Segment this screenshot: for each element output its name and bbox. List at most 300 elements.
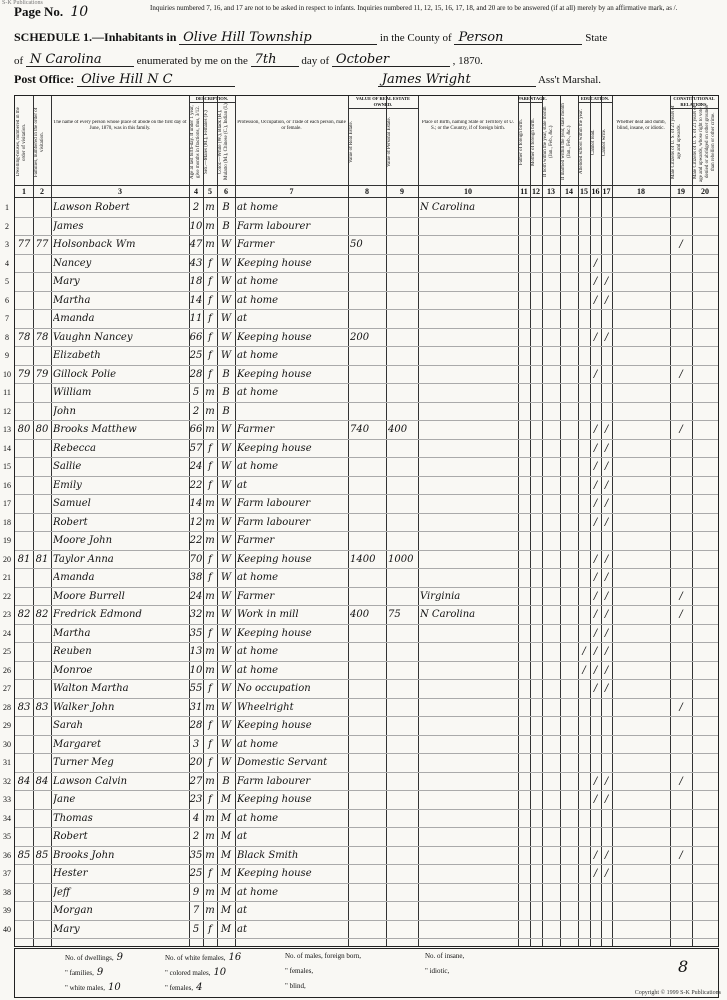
cell-name: Fredrick Edmond bbox=[53, 609, 142, 620]
cell-c16: / bbox=[593, 664, 598, 676]
cell-c19 bbox=[670, 514, 692, 531]
cell-birth bbox=[420, 440, 518, 457]
cell-c17 bbox=[601, 347, 612, 364]
cell-c15: / bbox=[582, 646, 586, 657]
cell-re bbox=[350, 569, 386, 586]
cell-f bbox=[33, 921, 51, 938]
cell-f: 80 bbox=[35, 424, 49, 435]
cell-color: W bbox=[220, 701, 232, 713]
cell-age: 28 bbox=[189, 720, 203, 731]
cell-color: W bbox=[220, 590, 232, 602]
cell-f bbox=[33, 902, 51, 919]
cell-re bbox=[350, 717, 386, 734]
cell-c17 bbox=[601, 754, 612, 771]
cell-f bbox=[33, 532, 51, 549]
table-row bbox=[3, 624, 718, 644]
cell-color: M bbox=[220, 794, 232, 805]
cell-n: 3 bbox=[5, 240, 9, 249]
column-number: 16 bbox=[591, 187, 600, 196]
group-header-constitutional: CONSTITUTIONAL RELATIONS. bbox=[670, 96, 718, 109]
state-field: N Carolina bbox=[26, 52, 134, 67]
cell-c16: / bbox=[593, 294, 598, 306]
cell-c16: / bbox=[593, 479, 598, 491]
cell-re bbox=[350, 680, 386, 697]
cell-color: B bbox=[222, 220, 230, 232]
summary-footer bbox=[14, 948, 719, 998]
column-header-c10: Place of Birth, naming State or Territory of U. S.; or the Country, if of foreign birth. bbox=[421, 120, 515, 131]
column-header-c18: Whether deaf and dumb, blind, insane, or idiotic. bbox=[616, 120, 666, 131]
cell-re bbox=[350, 199, 386, 216]
cell-c19 bbox=[670, 347, 692, 364]
cell-occ: Farmer bbox=[237, 535, 275, 546]
column-header-c3: The name of every person whose place of abode on the first day of June, 1870, was in this family. bbox=[53, 120, 187, 131]
cell-occ: Farm labourer bbox=[237, 498, 311, 509]
cell-age: 35 bbox=[189, 627, 203, 639]
colored-males-count: " colored males, 10 bbox=[165, 967, 227, 978]
cell-c19: / bbox=[679, 701, 683, 713]
cell-c19 bbox=[670, 736, 692, 753]
cell-name: Rebecca bbox=[53, 442, 96, 454]
cell-c17: / bbox=[604, 794, 609, 805]
cell-age: 10 bbox=[189, 664, 203, 676]
cell-n: 13 bbox=[3, 425, 11, 434]
cell-f: 84 bbox=[35, 775, 49, 787]
cell-c19 bbox=[670, 403, 692, 420]
cell-color: W bbox=[220, 257, 232, 269]
table-row bbox=[3, 568, 718, 588]
cell-n: 5 bbox=[5, 277, 9, 286]
cell-n: 20 bbox=[3, 554, 11, 564]
cell-occ: at home bbox=[237, 812, 279, 824]
cell-color: W bbox=[220, 664, 232, 676]
cell-birth bbox=[420, 532, 518, 549]
table-row bbox=[3, 901, 718, 921]
cell-c17 bbox=[601, 736, 612, 753]
cell-birth bbox=[420, 625, 518, 642]
cell-d bbox=[15, 255, 33, 272]
column-header-c1: Dwelling-houses, numbered in the order of visitation. bbox=[16, 107, 27, 177]
cell-pe bbox=[388, 310, 418, 327]
table-row bbox=[3, 753, 718, 773]
cell-re bbox=[350, 791, 386, 808]
cell-c15 bbox=[578, 514, 590, 531]
cell-pe bbox=[388, 662, 418, 679]
cell-sex: m bbox=[205, 849, 215, 861]
cell-birth bbox=[420, 569, 518, 586]
cell-sex: f bbox=[208, 461, 212, 472]
cell-c19 bbox=[670, 384, 692, 401]
cell-c16 bbox=[590, 218, 601, 235]
of-label: of bbox=[14, 55, 24, 67]
cell-f: 79 bbox=[35, 368, 49, 380]
cell-re bbox=[350, 440, 386, 457]
cell-birth bbox=[420, 662, 518, 679]
cell-sex: f bbox=[208, 572, 212, 583]
cell-c19 bbox=[670, 551, 692, 568]
cell-age: 3 bbox=[192, 738, 200, 750]
cell-color: W bbox=[220, 757, 232, 768]
cell-re bbox=[350, 255, 386, 272]
cell-d bbox=[15, 902, 33, 919]
cell-re bbox=[350, 699, 386, 716]
archive-stamp: S-K Publications bbox=[2, 0, 43, 6]
cell-c16: / bbox=[593, 368, 598, 380]
cell-age: 32 bbox=[189, 609, 203, 620]
cell-c15 bbox=[578, 366, 590, 383]
cell-d bbox=[15, 495, 33, 512]
cell-c15 bbox=[578, 273, 590, 290]
cell-sex: f bbox=[208, 738, 212, 750]
cell-d bbox=[15, 717, 33, 734]
cell-name: Mary bbox=[53, 923, 80, 935]
cell-f: 77 bbox=[35, 239, 49, 250]
column-header-c13: If born within the year, state month (Jan., Feb., &c.) bbox=[543, 106, 554, 178]
cell-name: Gillock Polie bbox=[53, 368, 117, 380]
cell-age: 10 bbox=[189, 220, 203, 232]
cell-sex: m bbox=[205, 701, 215, 713]
cell-re bbox=[350, 458, 386, 475]
table-row bbox=[3, 420, 718, 440]
cell-pe bbox=[388, 588, 418, 605]
cell-occ: at home bbox=[237, 572, 279, 583]
enumeration-line bbox=[14, 52, 483, 67]
cell-pe bbox=[388, 273, 418, 290]
cell-c15 bbox=[578, 199, 590, 216]
cell-birth bbox=[420, 366, 518, 383]
cell-sex: f bbox=[208, 683, 212, 694]
cell-n: 39 bbox=[3, 906, 11, 915]
group-header-description: DESCRIPTION. bbox=[189, 96, 235, 103]
cell-birth bbox=[420, 477, 518, 494]
cell-d bbox=[15, 569, 33, 586]
cell-c19 bbox=[670, 199, 692, 216]
cell-sex: m bbox=[205, 424, 215, 435]
cell-pe bbox=[388, 532, 418, 549]
cell-occ: Farm labourer bbox=[237, 220, 311, 232]
cell-f bbox=[33, 477, 51, 494]
cell-age: 22 bbox=[189, 479, 203, 491]
table-row bbox=[3, 864, 718, 884]
cell-birth bbox=[420, 551, 518, 568]
cell-pe bbox=[388, 236, 418, 253]
cell-age: 57 bbox=[189, 442, 203, 454]
cell-c16: / bbox=[593, 461, 598, 472]
cell-occ: Keeping house bbox=[237, 257, 312, 269]
cell-color: W bbox=[220, 646, 232, 657]
cell-occ: at home bbox=[237, 276, 279, 287]
cell-n: 7 bbox=[5, 314, 9, 323]
cell-sex: f bbox=[208, 442, 212, 454]
cell-re bbox=[350, 588, 386, 605]
cell-name: Turner Meg bbox=[53, 757, 114, 768]
cell-occ: Domestic Servant bbox=[237, 757, 328, 768]
cell-color: W bbox=[220, 498, 232, 509]
cell-re bbox=[350, 736, 386, 753]
insane-count: No. of insane, bbox=[425, 952, 465, 960]
table-row bbox=[3, 457, 718, 477]
cell-d bbox=[15, 810, 33, 827]
cell-d bbox=[15, 884, 33, 901]
column-header-c14: If married within the year, state month (Jan., Feb., &c.) bbox=[561, 103, 572, 181]
cell-c19 bbox=[670, 569, 692, 586]
cell-sex: f bbox=[208, 794, 212, 805]
table-row bbox=[5, 272, 718, 292]
cell-n: 1 bbox=[5, 203, 9, 212]
cell-pe bbox=[388, 754, 418, 771]
cell-f bbox=[33, 884, 51, 901]
cell-c19: / bbox=[679, 775, 683, 787]
table-row bbox=[3, 920, 718, 940]
cell-age: 14 bbox=[189, 498, 203, 509]
cell-pe bbox=[388, 255, 418, 272]
cell-c19 bbox=[670, 643, 692, 660]
cell-sex: m bbox=[205, 239, 215, 250]
cell-age: 70 bbox=[189, 553, 203, 565]
cell-c15 bbox=[578, 902, 590, 919]
post-office-label: Post Office: bbox=[14, 72, 75, 86]
cell-c15 bbox=[578, 717, 590, 734]
cell-c17 bbox=[601, 902, 612, 919]
cell-age: 47 bbox=[189, 239, 203, 250]
cell-c19: / bbox=[679, 609, 683, 620]
cell-occ: at home bbox=[237, 664, 279, 676]
cell-age: 2 bbox=[192, 831, 200, 842]
column-header-c2: Families, numbered in the order of visitation. bbox=[34, 107, 45, 177]
cell-color: W bbox=[220, 738, 232, 750]
cell-f bbox=[33, 717, 51, 734]
cell-c17: / bbox=[604, 664, 609, 676]
cell-pe bbox=[388, 699, 418, 716]
cell-f bbox=[33, 754, 51, 771]
cell-color: W bbox=[220, 609, 232, 620]
cell-sex: f bbox=[208, 757, 212, 768]
table-row bbox=[3, 605, 718, 625]
cell-name: Walton Martha bbox=[53, 683, 129, 694]
cell-re bbox=[350, 218, 386, 235]
table-row bbox=[3, 790, 718, 810]
cell-c15 bbox=[578, 736, 590, 753]
cell-birth bbox=[420, 495, 518, 512]
cell-n: 33 bbox=[3, 795, 11, 804]
cell-c17: / bbox=[604, 609, 609, 620]
cell-color: B bbox=[222, 202, 230, 213]
cell-d: 85 bbox=[17, 849, 31, 861]
column-number: 20 bbox=[701, 187, 709, 196]
cell-n: 24 bbox=[3, 628, 11, 638]
cell-c17 bbox=[601, 199, 612, 216]
cell-age: 9 bbox=[192, 886, 200, 898]
cell-pe bbox=[388, 440, 418, 457]
cell-sex: f bbox=[208, 331, 212, 343]
cell-occ: Farmer bbox=[237, 590, 275, 602]
cell-d bbox=[15, 828, 33, 845]
cell-c16: / bbox=[593, 646, 598, 657]
cell-color: M bbox=[220, 831, 232, 842]
cell-name: Samuel bbox=[53, 498, 91, 509]
blind-count: " blind, bbox=[285, 982, 306, 990]
cell-c15 bbox=[578, 921, 590, 938]
cell-age: 5 bbox=[192, 923, 200, 935]
cell-name: Moore John bbox=[53, 535, 113, 546]
cell-c19 bbox=[670, 754, 692, 771]
cell-re: 740 bbox=[350, 424, 370, 435]
cell-color: W bbox=[220, 535, 232, 546]
column-number: 4 bbox=[194, 187, 198, 196]
cell-d: 81 bbox=[17, 553, 31, 565]
cell-re bbox=[350, 310, 386, 327]
cell-d bbox=[15, 310, 33, 327]
cell-name: Jeff bbox=[53, 886, 71, 898]
cell-d bbox=[15, 865, 33, 882]
cell-age: 55 bbox=[189, 683, 203, 694]
page-number-value: 10 bbox=[70, 4, 89, 20]
column-number: 7 bbox=[289, 187, 294, 196]
cell-birth bbox=[420, 884, 518, 901]
cell-n: 38 bbox=[3, 887, 11, 897]
dwellings-count: No. of dwellings, 9 bbox=[65, 952, 123, 963]
cell-c16 bbox=[590, 810, 601, 827]
marshal-signature: James Wright bbox=[378, 72, 536, 87]
cell-birth bbox=[420, 791, 518, 808]
cell-pe bbox=[388, 384, 418, 401]
cell-name: Lawson Calvin bbox=[53, 775, 128, 787]
cell-pe bbox=[388, 847, 418, 864]
cell-occ: No occupation bbox=[237, 683, 311, 694]
cell-birth: N Carolina bbox=[420, 609, 476, 620]
cell-c17 bbox=[601, 310, 612, 327]
cell-c16: / bbox=[593, 683, 598, 694]
cell-name: Walker John bbox=[53, 701, 115, 713]
cell-sex: f bbox=[208, 257, 212, 269]
group-header-education: EDUCATION. bbox=[578, 96, 612, 103]
cell-color: W bbox=[220, 350, 232, 361]
cell-occ: at home bbox=[237, 738, 279, 750]
column-number: 18 bbox=[637, 187, 645, 196]
cell-c16 bbox=[590, 921, 601, 938]
cell-age: 38 bbox=[189, 572, 203, 583]
cell-sex: f bbox=[208, 276, 212, 287]
cell-name: Mary bbox=[53, 276, 80, 287]
cell-d bbox=[15, 458, 33, 475]
cell-pe: 75 bbox=[388, 609, 401, 620]
schedule-label: SCHEDULE 1.—Inhabitants in bbox=[14, 30, 177, 44]
cell-c17: / bbox=[604, 479, 609, 491]
cell-c17 bbox=[601, 699, 612, 716]
cell-pe bbox=[388, 347, 418, 364]
cell-c16 bbox=[590, 754, 601, 771]
cell-c17: / bbox=[604, 646, 609, 657]
cell-n: 12 bbox=[3, 406, 11, 416]
page-number bbox=[14, 4, 88, 20]
column-header-c7: Profession, Occupation, or Trade of each person, male or female. bbox=[237, 120, 346, 131]
marshal-label: Ass't Marshal. bbox=[537, 74, 602, 86]
table-row bbox=[3, 661, 718, 681]
cell-color: M bbox=[220, 812, 232, 824]
column-number: 13 bbox=[547, 187, 555, 196]
enumerated-label: enumerated by me on the bbox=[136, 55, 248, 67]
cell-c15 bbox=[578, 606, 590, 623]
cell-age: 23 bbox=[189, 794, 203, 805]
cell-name: James bbox=[53, 220, 84, 232]
cell-birth bbox=[420, 902, 518, 919]
cell-re bbox=[350, 754, 386, 771]
table-row bbox=[5, 198, 718, 218]
cell-age: 66 bbox=[189, 424, 203, 435]
cell-c15 bbox=[578, 680, 590, 697]
cell-pe bbox=[388, 477, 418, 494]
cell-c19 bbox=[670, 884, 692, 901]
cell-age: 28 bbox=[189, 368, 203, 380]
column-number: 1 bbox=[22, 187, 26, 196]
colored-females-count: " females, 4 bbox=[165, 982, 203, 993]
cell-age: 22 bbox=[189, 535, 203, 546]
cell-occ: Keeping house bbox=[237, 553, 312, 565]
cell-d bbox=[15, 680, 33, 697]
cell-sex: f bbox=[208, 368, 212, 380]
cell-c16: / bbox=[593, 424, 598, 435]
cell-c15 bbox=[578, 625, 590, 642]
cell-color: M bbox=[220, 868, 232, 879]
cell-c17: / bbox=[604, 683, 609, 694]
cell-c17: / bbox=[604, 775, 609, 787]
cell-pe bbox=[388, 366, 418, 383]
cell-name: Brooks Matthew bbox=[53, 424, 137, 435]
cell-birth bbox=[420, 310, 518, 327]
cell-c17 bbox=[601, 255, 612, 272]
cell-n: 35 bbox=[3, 832, 11, 841]
cell-name: Lawson Robert bbox=[53, 202, 130, 213]
cell-pe bbox=[388, 218, 418, 235]
cell-occ: Keeping house bbox=[237, 794, 312, 805]
cell-c19 bbox=[670, 292, 692, 309]
cell-f bbox=[33, 680, 51, 697]
cell-sex: m bbox=[205, 202, 215, 213]
day-of-label: day of bbox=[301, 55, 330, 67]
cell-n: 25 bbox=[3, 647, 11, 656]
cell-occ: Farmer bbox=[237, 239, 275, 250]
cell-age: 43 bbox=[189, 257, 203, 269]
cell-birth bbox=[420, 680, 518, 697]
county-field: Person bbox=[454, 30, 582, 45]
cell-birth bbox=[420, 421, 518, 438]
cell-occ: Farm labourer bbox=[237, 775, 311, 787]
column-header-c19: Male Citizens of U. S. of 21 years of age and upwards. bbox=[671, 105, 682, 179]
cell-occ: Farm labourer bbox=[237, 516, 311, 528]
cell-f bbox=[33, 588, 51, 605]
cell-name: Monroe bbox=[53, 664, 93, 676]
cell-birth bbox=[420, 717, 518, 734]
cell-pe bbox=[388, 810, 418, 827]
cell-f: 85 bbox=[35, 849, 49, 861]
cell-name: Robert bbox=[53, 516, 88, 528]
cell-d bbox=[15, 199, 33, 216]
cell-re bbox=[350, 292, 386, 309]
cell-sex: m bbox=[205, 775, 215, 787]
cell-f bbox=[33, 625, 51, 642]
state-label: State bbox=[585, 32, 608, 44]
table-row bbox=[3, 439, 718, 459]
cell-c17: / bbox=[604, 498, 609, 509]
cell-f bbox=[33, 255, 51, 272]
cell-name: Morgan bbox=[53, 905, 93, 916]
cell-sex: f bbox=[208, 720, 212, 731]
cell-birth bbox=[420, 273, 518, 290]
cell-n: 31 bbox=[3, 758, 11, 767]
column-number: 17 bbox=[602, 187, 611, 196]
county-label: in the County of bbox=[379, 32, 452, 44]
cell-color: B bbox=[222, 387, 230, 398]
cell-c19 bbox=[670, 625, 692, 642]
